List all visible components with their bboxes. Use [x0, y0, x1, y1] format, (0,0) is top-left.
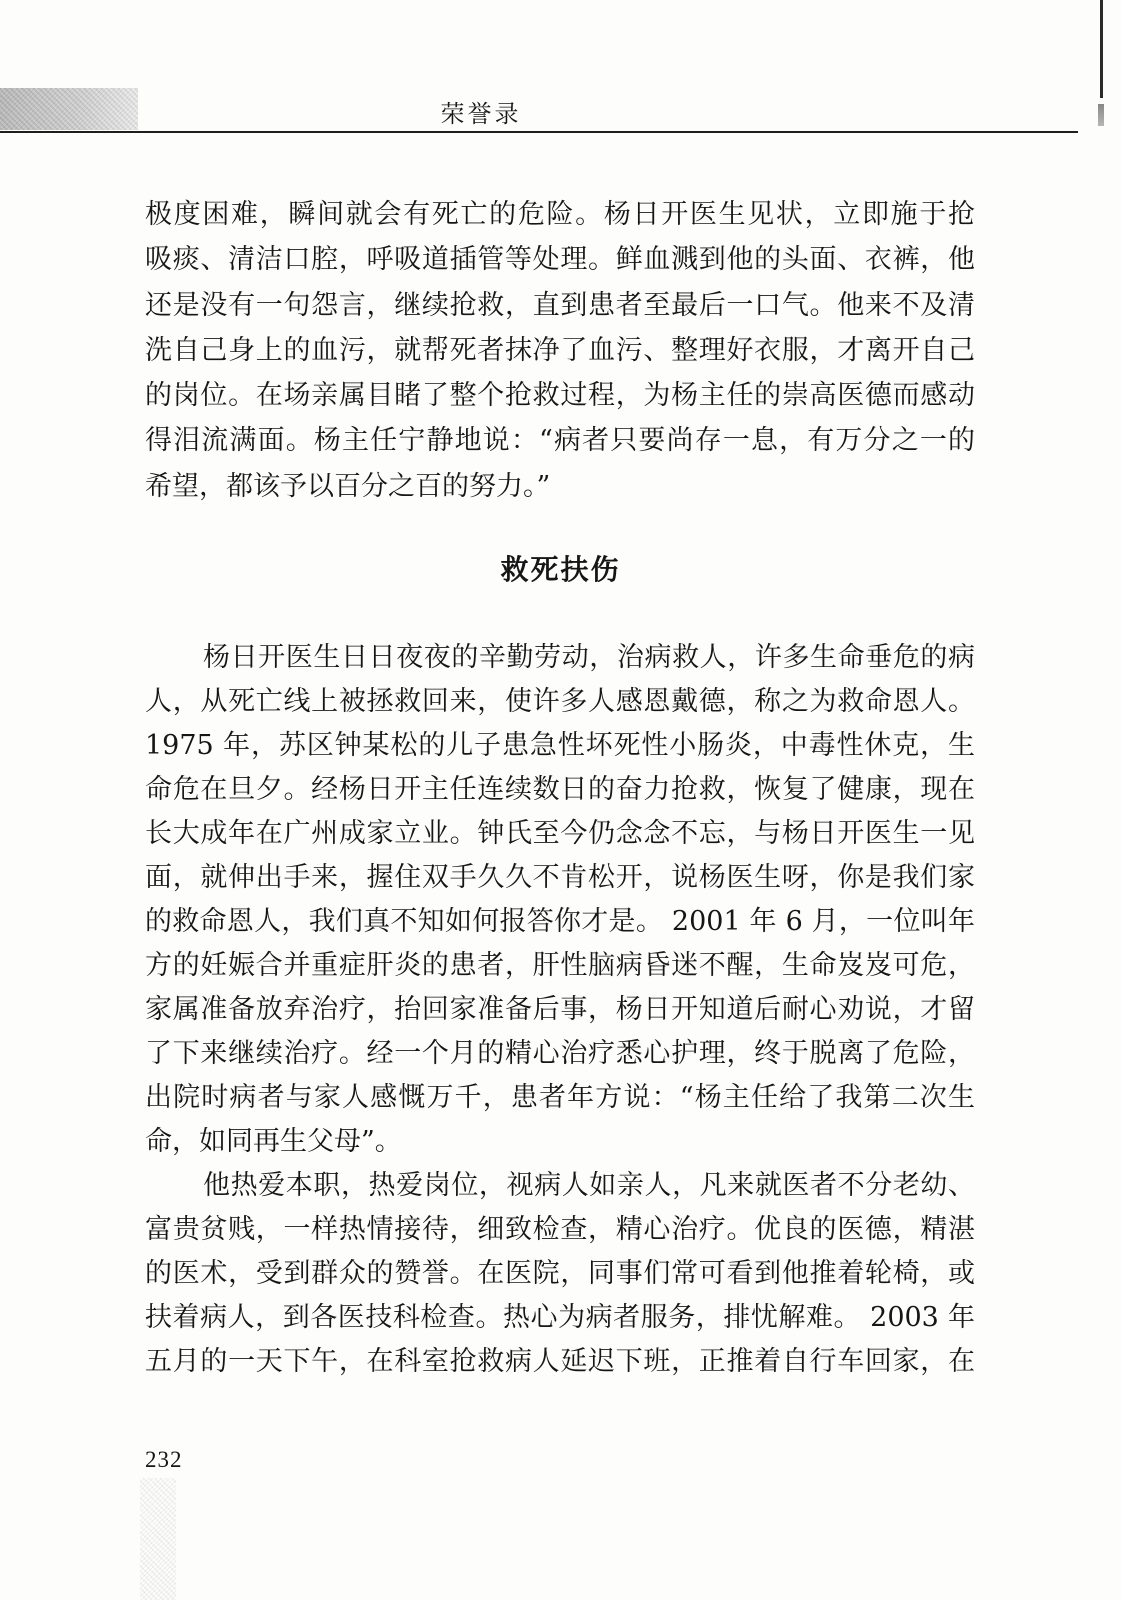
text-line: 洗自己身上的血污，就帮死者抹净了血污、整理好衣服，才离开自己 [145, 334, 975, 366]
running-title: 荣誉录 [440, 100, 522, 128]
text-line: 出院时病者与家人感慨万千，患者年方说：“杨主任给了我第二次生 [145, 1082, 975, 1113]
text-line: 的岗位。在场亲属目睹了整个抢救过程，为杨主任的崇高医德而感动 [145, 380, 975, 412]
text-line: 命，如同再生父母”。 [145, 1126, 402, 1157]
scan-corner-noise [140, 1478, 176, 1600]
text-line: 扶着病人，到各医技科检查。热心为病者服务，排忧解难。 2003 年 [145, 1302, 975, 1333]
text-line: 1975 年，苏区钟某松的儿子患急性坏死性小肠炎，中毒性休克，生 [145, 730, 975, 761]
text-line: 人，从死亡线上被拯救回来，使许多人感恩戴德，称之为救命恩人。 [145, 686, 975, 717]
paragraph-group [145, 636, 975, 1384]
text-line: 五月的一天下午，在科室抢救病人延迟下班，正推着自行车回家，在 [145, 1346, 975, 1377]
text-line: 的救命恩人，我们真不知如何报答你才是。 2001 年 6 月，一位叫年 [145, 906, 975, 937]
text-line: 得泪流满面。杨主任宁静地说：“病者只要尚存一息，有万分之一的 [145, 425, 975, 457]
text-line: 命危在旦夕。经杨日开主任连续数日的奋力抢救，恢复了健康，现在 [145, 774, 975, 805]
text-line: 长大成年在广州成家立业。钟氏至今仍念念不忘，与杨日开医生一见 [145, 818, 975, 849]
text-line: 面，就伸出手来，握住双手久久不肯松开，说杨医生呀，你是我们家 [145, 862, 975, 893]
page-number: 232 [145, 1447, 183, 1472]
text-line: 富贵贫贱，一样热情接待，细致检查，精心治疗。优良的医德，精湛 [145, 1214, 975, 1245]
text-line: 希望，都该予以百分之百的努力。” [145, 470, 551, 502]
text-line: 极度困难，瞬间就会有死亡的危险。杨日开医生见状，立即施于抢 [145, 199, 975, 230]
section-heading: 救死扶伤 [500, 553, 621, 586]
paragraph [145, 636, 975, 1164]
text-line: 还是没有一句怨言，继续抢救，直到患者至最后一口气。他来不及清 [145, 289, 975, 321]
scan-shading [0, 88, 138, 130]
text-line: 了下来继续治疗。经一个月的精心治疗悉心护理，终于脱离了危险， [145, 1038, 975, 1069]
text-line: 方的妊娠合并重症肝炎的患者，肝性脑病昏迷不醒，生命岌岌可危， [145, 950, 975, 981]
paragraph [145, 192, 975, 509]
text-line: 杨日开医生日日夜夜的辛勤劳动，治病救人，许多生命垂危的病 [203, 642, 975, 673]
scan-edge-line [1100, 0, 1103, 98]
header-rule [0, 131, 1078, 133]
text-line: 家属准备放弃治疗，抬回家准备后事，杨日开知道后耐心劝说，才留 [145, 994, 975, 1025]
text-line: 的医术，受到群众的赞誉。在医院，同事们常可看到他推着轮椅，或 [145, 1258, 975, 1289]
text-line: 吸痰、清洁口腔，呼吸道插管等处理。鲜血溅到他的头面、衣裤，他 [145, 244, 975, 276]
scan-edge-mark [1098, 104, 1104, 126]
text-line: 他热爱本职，热爱岗位，视病人如亲人，凡来就医者不分老幼、 [203, 1170, 975, 1201]
paragraph [145, 1164, 975, 1384]
